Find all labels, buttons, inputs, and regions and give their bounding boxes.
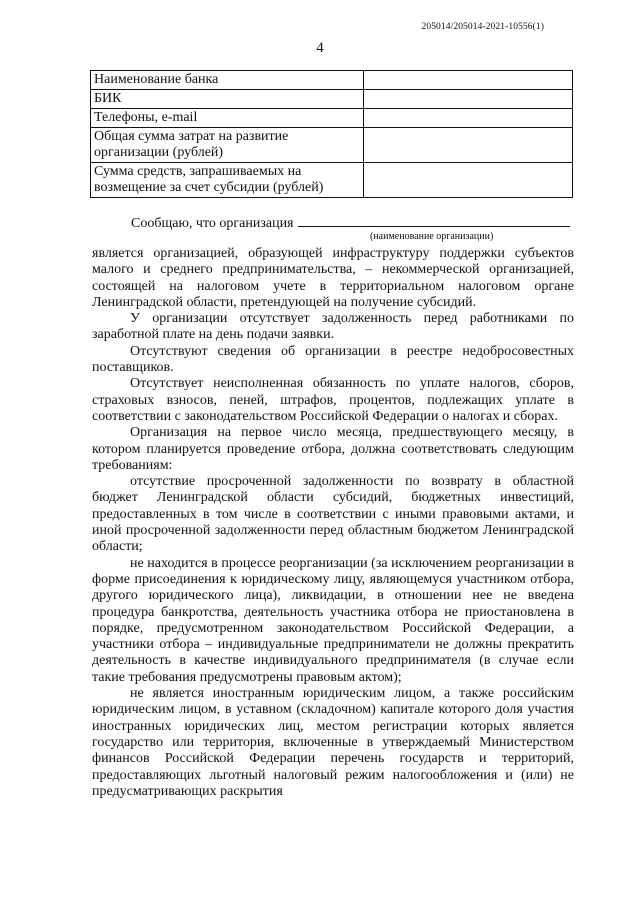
table-cell-value	[364, 128, 573, 163]
table-cell-value	[364, 90, 573, 109]
body-paragraph: не является иностранным юридическим лицом, а также российским юридическим лицом, в уставном (складочном) капитале которого доля участия иностранных юридических лиц, местом регистрации которых является государство или территория, включенные в утверждаемый Министерством финансов Российской Федерации перечень государств и территорий, предоставляющих льготный налоговый режим налогообложения и (или) не предусматривающих раскрытия	[92, 686, 574, 799]
table-cell-label: Наименование банка	[91, 71, 364, 90]
body-paragraph: Отсутствуют сведения об организации в реестре недобросовестных поставщиков.	[92, 343, 574, 376]
organization-name-blank	[298, 212, 570, 227]
table-cell-value	[364, 109, 573, 128]
table-cell-value	[364, 163, 573, 198]
statement-text: Сообщаю, что организация	[131, 216, 294, 231]
body-paragraph: Организация на первое число месяца, предшествующего месяцу, в котором планируется проведение отбора, должна соответствовать следующим требованиям:	[92, 425, 574, 473]
document-body	[92, 246, 574, 800]
table-row	[91, 163, 573, 198]
table-row	[91, 128, 573, 163]
page-number: 4	[316, 40, 324, 56]
body-paragraph: У организации отсутствует задолженность перед работниками по заработной плате на день подачи заявки.	[92, 311, 574, 343]
table-row	[91, 109, 573, 128]
body-paragraph: Отсутствует неисполненная обязанность по уплате налогов, сборов, страховых взносов, пеней, штрафов, процентов, подлежащих уплате в соответствии с законодательством Российской Федерации о налогах и сборах.	[92, 376, 574, 424]
body-paragraph: отсутствие просроченной задолженности по возврату в областной бюджет Ленинградской области субсидий, бюджетных инвестиций, предоставленных в том числе в соответствии с иными правовыми актами, и иной просроченной задолженности перед областным бюджетом Ленинградской области;	[92, 474, 574, 555]
table-cell-label: Сумма средств, запрашиваемых на возмещение за счет субсидии (рублей)	[91, 163, 364, 198]
statement-line	[131, 212, 576, 232]
organization-name-caption: (наименование организации)	[370, 231, 494, 242]
body-paragraph: не находится в процессе реорганизации (за исключением реорганизации в форме присоединения к юридическому лицу, являющемуся участником отбора, другого юридического лица), ликвидации, в отношении нее не введена процедура банкротства, деятельность участника отбора не приостановлена в порядке, предусмотренном законодательством Российской Федерации, а участники отбора – индивидуальные предприниматели не должны прекратить деятельность в качестве индивидуального предпринимателя (в случае если такие требования предусмотрены правовым актом);	[92, 555, 574, 685]
bank-details-table	[90, 70, 573, 198]
table-row	[91, 90, 573, 109]
document-id: 205014/205014-2021-10556(1)	[421, 22, 544, 32]
table-cell-label: БИК	[91, 90, 364, 109]
table-cell-label: Общая сумма затрат на развитие организации (рублей)	[91, 128, 364, 163]
body-paragraph: является организацией, образующей инфраструктуру поддержки субъектов малого и среднего предпринимательства, – некоммерческой организацией, состоящей на налоговом учете в территориальном налоговом органе Ленинградской области, претендующей на получение субсидий.	[92, 246, 574, 310]
table-cell-label: Телефоны, e-mail	[91, 109, 364, 128]
table-row	[91, 71, 573, 90]
table-cell-value	[364, 71, 573, 90]
